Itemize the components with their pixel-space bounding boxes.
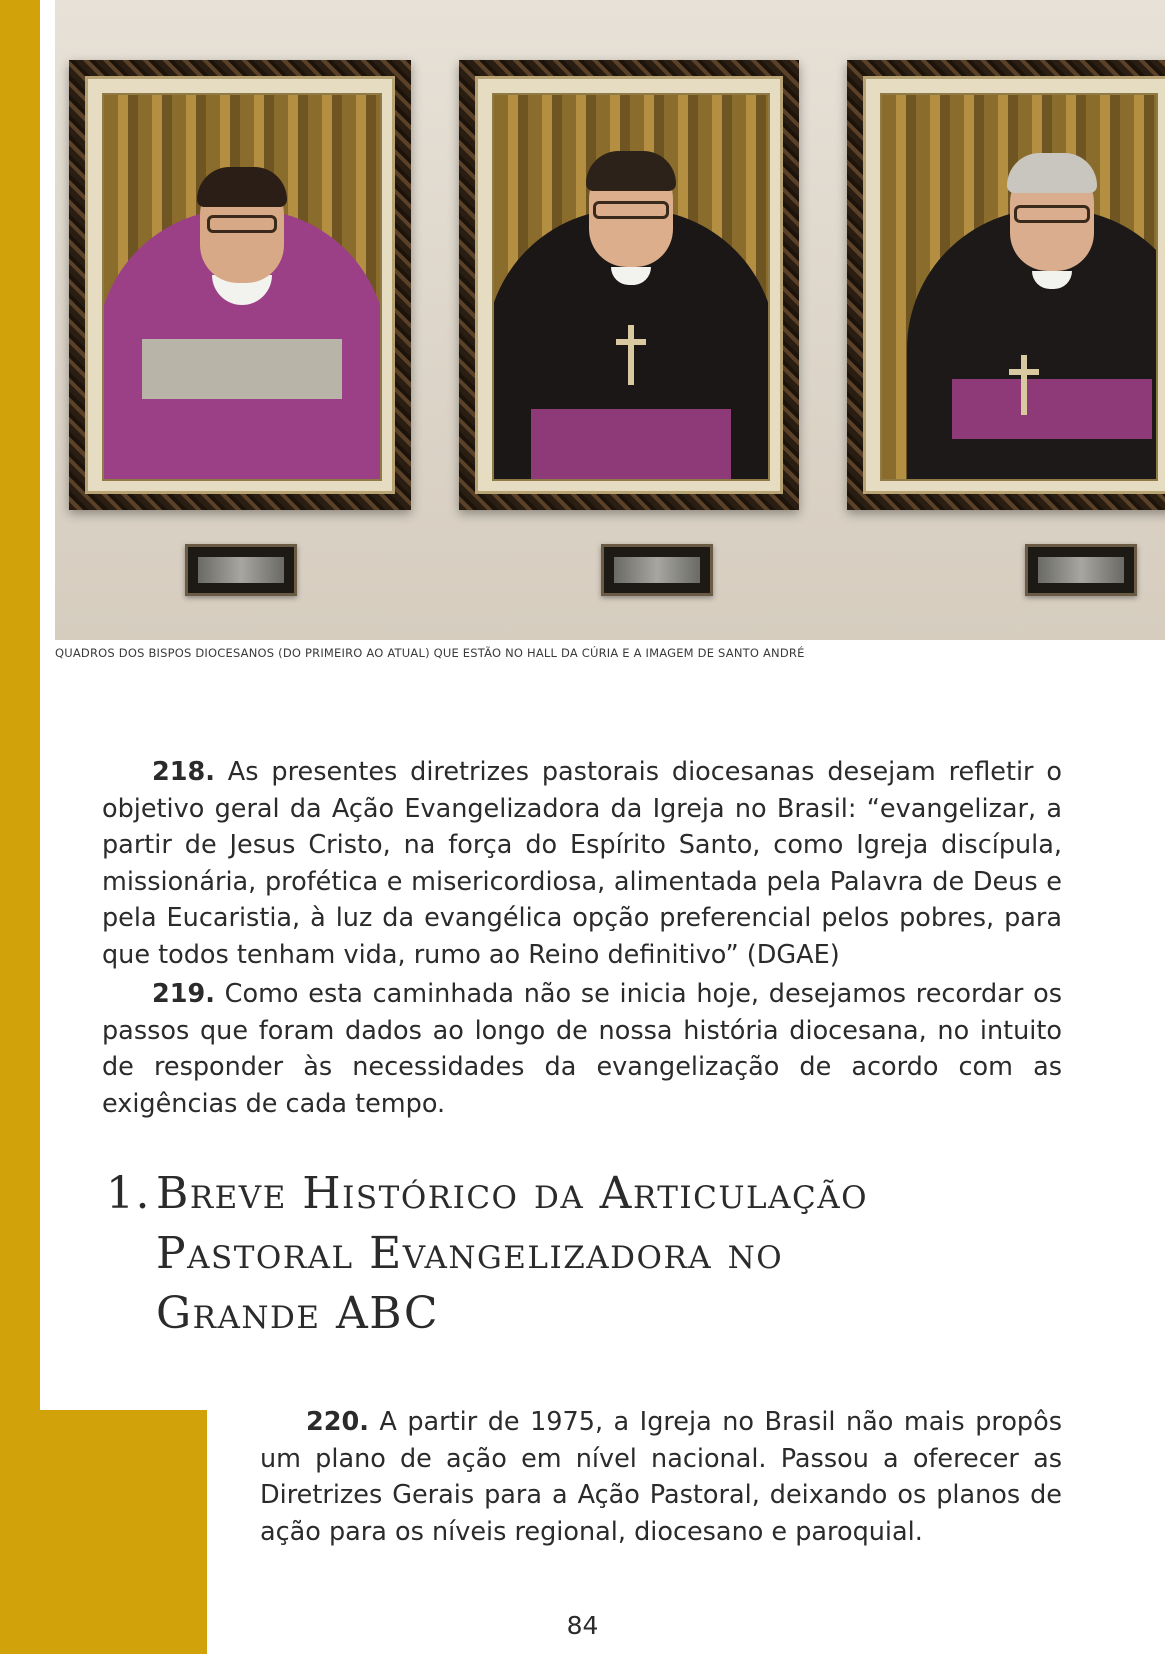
accent-band-bottom xyxy=(0,1410,207,1654)
portrait-third-bishop xyxy=(880,93,1158,481)
portrait-frame-third-bishop xyxy=(847,60,1165,510)
nameplate-second-bishop xyxy=(601,544,713,596)
paragraph-text: As presentes diretrizes pastorais diocesanas desejam refletir o objetivo geral da Ação Evangelizadora da Igreja no Brasil: “evangelizar, a partir de Jesus Cristo, na força do Espírito Santo, como Igreja discípula, missionária, profética e misericordiosa, alimentada pela Palavra de Deus e pela Eucaristia, à luz da evangélica opção preferencial pelos pobres, para que todos tenham vida, rumo ao Reino definitivo” (DGAE) xyxy=(102,757,1062,970)
nameplate-third-bishop xyxy=(1025,544,1137,596)
section-title-part-2: Pastoral Evangelizadora no xyxy=(156,1228,784,1279)
section-title-part-3: Grande ABC xyxy=(156,1288,440,1339)
section-title-part-1: Breve Histórico da Articulação xyxy=(156,1168,869,1219)
portrait-frame-first-bishop xyxy=(69,60,411,510)
section-heading-line-1 xyxy=(106,1164,1026,1224)
nameplate-first-bishop xyxy=(185,544,297,596)
portrait-second-bishop xyxy=(492,93,770,481)
page-number: 84 xyxy=(566,1611,599,1640)
paragraph-number: 218. xyxy=(152,757,215,787)
photo-caption: QUADROS DOS BISPOS DIOCESANOS (DO PRIMEIRO AO ATUAL) QUE ESTÃO NO HALL DA CÚRIA E A IMAGEM DE SANTO ANDRÉ xyxy=(55,646,805,660)
paragraph-220 xyxy=(260,1404,1062,1550)
paragraph-number: 219. xyxy=(152,979,215,1009)
accent-band-top xyxy=(0,0,40,1410)
section-number: 1. xyxy=(106,1168,151,1219)
bishops-portraits-photo xyxy=(55,0,1165,640)
portrait-first-bishop xyxy=(102,93,382,481)
paragraph-219 xyxy=(102,976,1062,1122)
portrait-frame-second-bishop xyxy=(459,60,799,510)
paragraph-number: 220. xyxy=(306,1407,369,1437)
section-heading xyxy=(106,1164,1026,1344)
paragraph-218 xyxy=(102,754,1062,973)
paragraph-text: A partir de 1975, a Igreja no Brasil não mais propôs um plano de ação em nível nacional. Passou a oferecer as Diretrizes Gerais para a Ação Pastoral, deixando os planos de ação para os níveis regional, diocesano e paroquial. xyxy=(260,1407,1062,1547)
paragraph-text: Como esta caminhada não se inicia hoje, desejamos recordar os passos que foram dados ao longo de nossa história diocesana, no intuito de responder às necessidades da evangelização de acordo com as exigências de cada tempo. xyxy=(102,979,1062,1119)
